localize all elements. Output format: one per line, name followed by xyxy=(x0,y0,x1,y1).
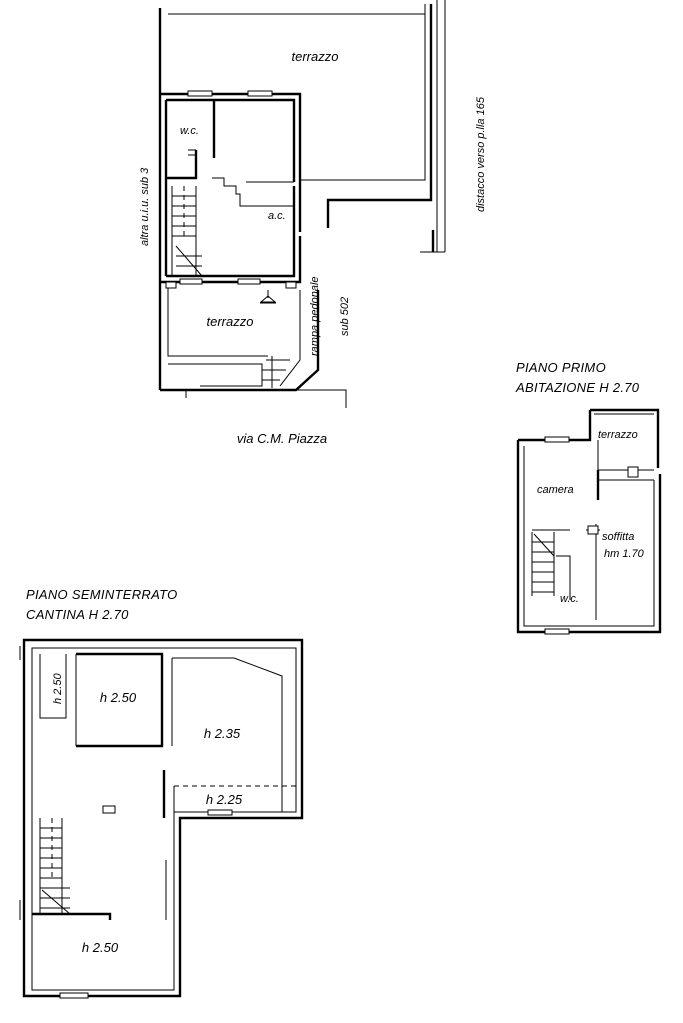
terrace-outline xyxy=(168,364,262,386)
room-label-wc: w.c. xyxy=(560,593,579,605)
window xyxy=(60,993,88,998)
window xyxy=(545,629,569,634)
label-other-unit: altra u.i.u. sub 3 xyxy=(139,167,151,246)
window xyxy=(180,279,202,284)
label-sub: sub 502 xyxy=(339,296,351,336)
stair xyxy=(532,532,554,596)
room-label-terrace-lower: terrazzo xyxy=(206,314,254,329)
first-floor-title: PIANO PRIMO xyxy=(516,360,606,375)
window xyxy=(628,467,638,477)
room-label-bedroom: camera xyxy=(537,484,574,496)
wall xyxy=(32,914,110,920)
street-label: via C.M. Piazza xyxy=(236,431,328,446)
wall xyxy=(166,186,294,276)
wall xyxy=(598,440,654,480)
boundary-line xyxy=(420,0,445,252)
label-distance: distacco verso p.lla 165 xyxy=(475,97,487,212)
wall xyxy=(166,100,294,182)
wall xyxy=(518,410,590,440)
terrace-outline xyxy=(168,14,425,180)
wall xyxy=(328,4,431,228)
height-label-room-b: h 2.35 xyxy=(203,726,241,741)
floor-drain-icon xyxy=(103,806,115,813)
ramp-wall xyxy=(160,290,318,390)
label-ramp: rampa pedonale xyxy=(309,276,321,356)
stair xyxy=(262,356,290,388)
door-jamb xyxy=(588,526,598,534)
room-label-attic-height: hm 1.70 xyxy=(604,548,644,560)
first-floor-subtitle: ABITAZIONE H 2.70 xyxy=(516,380,640,395)
window xyxy=(208,810,232,815)
window xyxy=(248,91,272,96)
basement-subtitle: CANTINA H 2.70 xyxy=(26,607,129,622)
site-line xyxy=(186,390,346,408)
light-fixture-icon xyxy=(260,290,276,303)
window xyxy=(238,279,260,284)
height-label-room-a: h 2.50 xyxy=(99,690,137,705)
height-label-room-d: h 2.50 xyxy=(81,940,119,955)
window xyxy=(545,437,569,442)
wall xyxy=(166,150,196,178)
room-label-wc: w.c. xyxy=(180,125,199,137)
stair xyxy=(40,818,70,914)
ramp-edge xyxy=(280,290,300,386)
first-floor-plan xyxy=(515,360,660,634)
height-label-room-c: h 2.25 xyxy=(205,792,243,807)
window xyxy=(188,91,212,96)
room-label-ac: a.c. xyxy=(268,210,286,222)
stair xyxy=(172,186,202,276)
basement-plan xyxy=(20,587,302,998)
room-label-terrace: terrazzo xyxy=(291,49,339,64)
door-jamb xyxy=(286,282,296,288)
height-label-small: h 2.50 xyxy=(52,673,64,704)
room-label-terrace: terrazzo xyxy=(598,429,638,441)
room-label-attic: soffitta xyxy=(602,531,635,543)
basement-title: PIANO SEMINTERRATO xyxy=(26,587,178,602)
ground-floor-plan xyxy=(139,0,487,446)
wall xyxy=(518,440,660,632)
door-jamb xyxy=(166,282,176,288)
